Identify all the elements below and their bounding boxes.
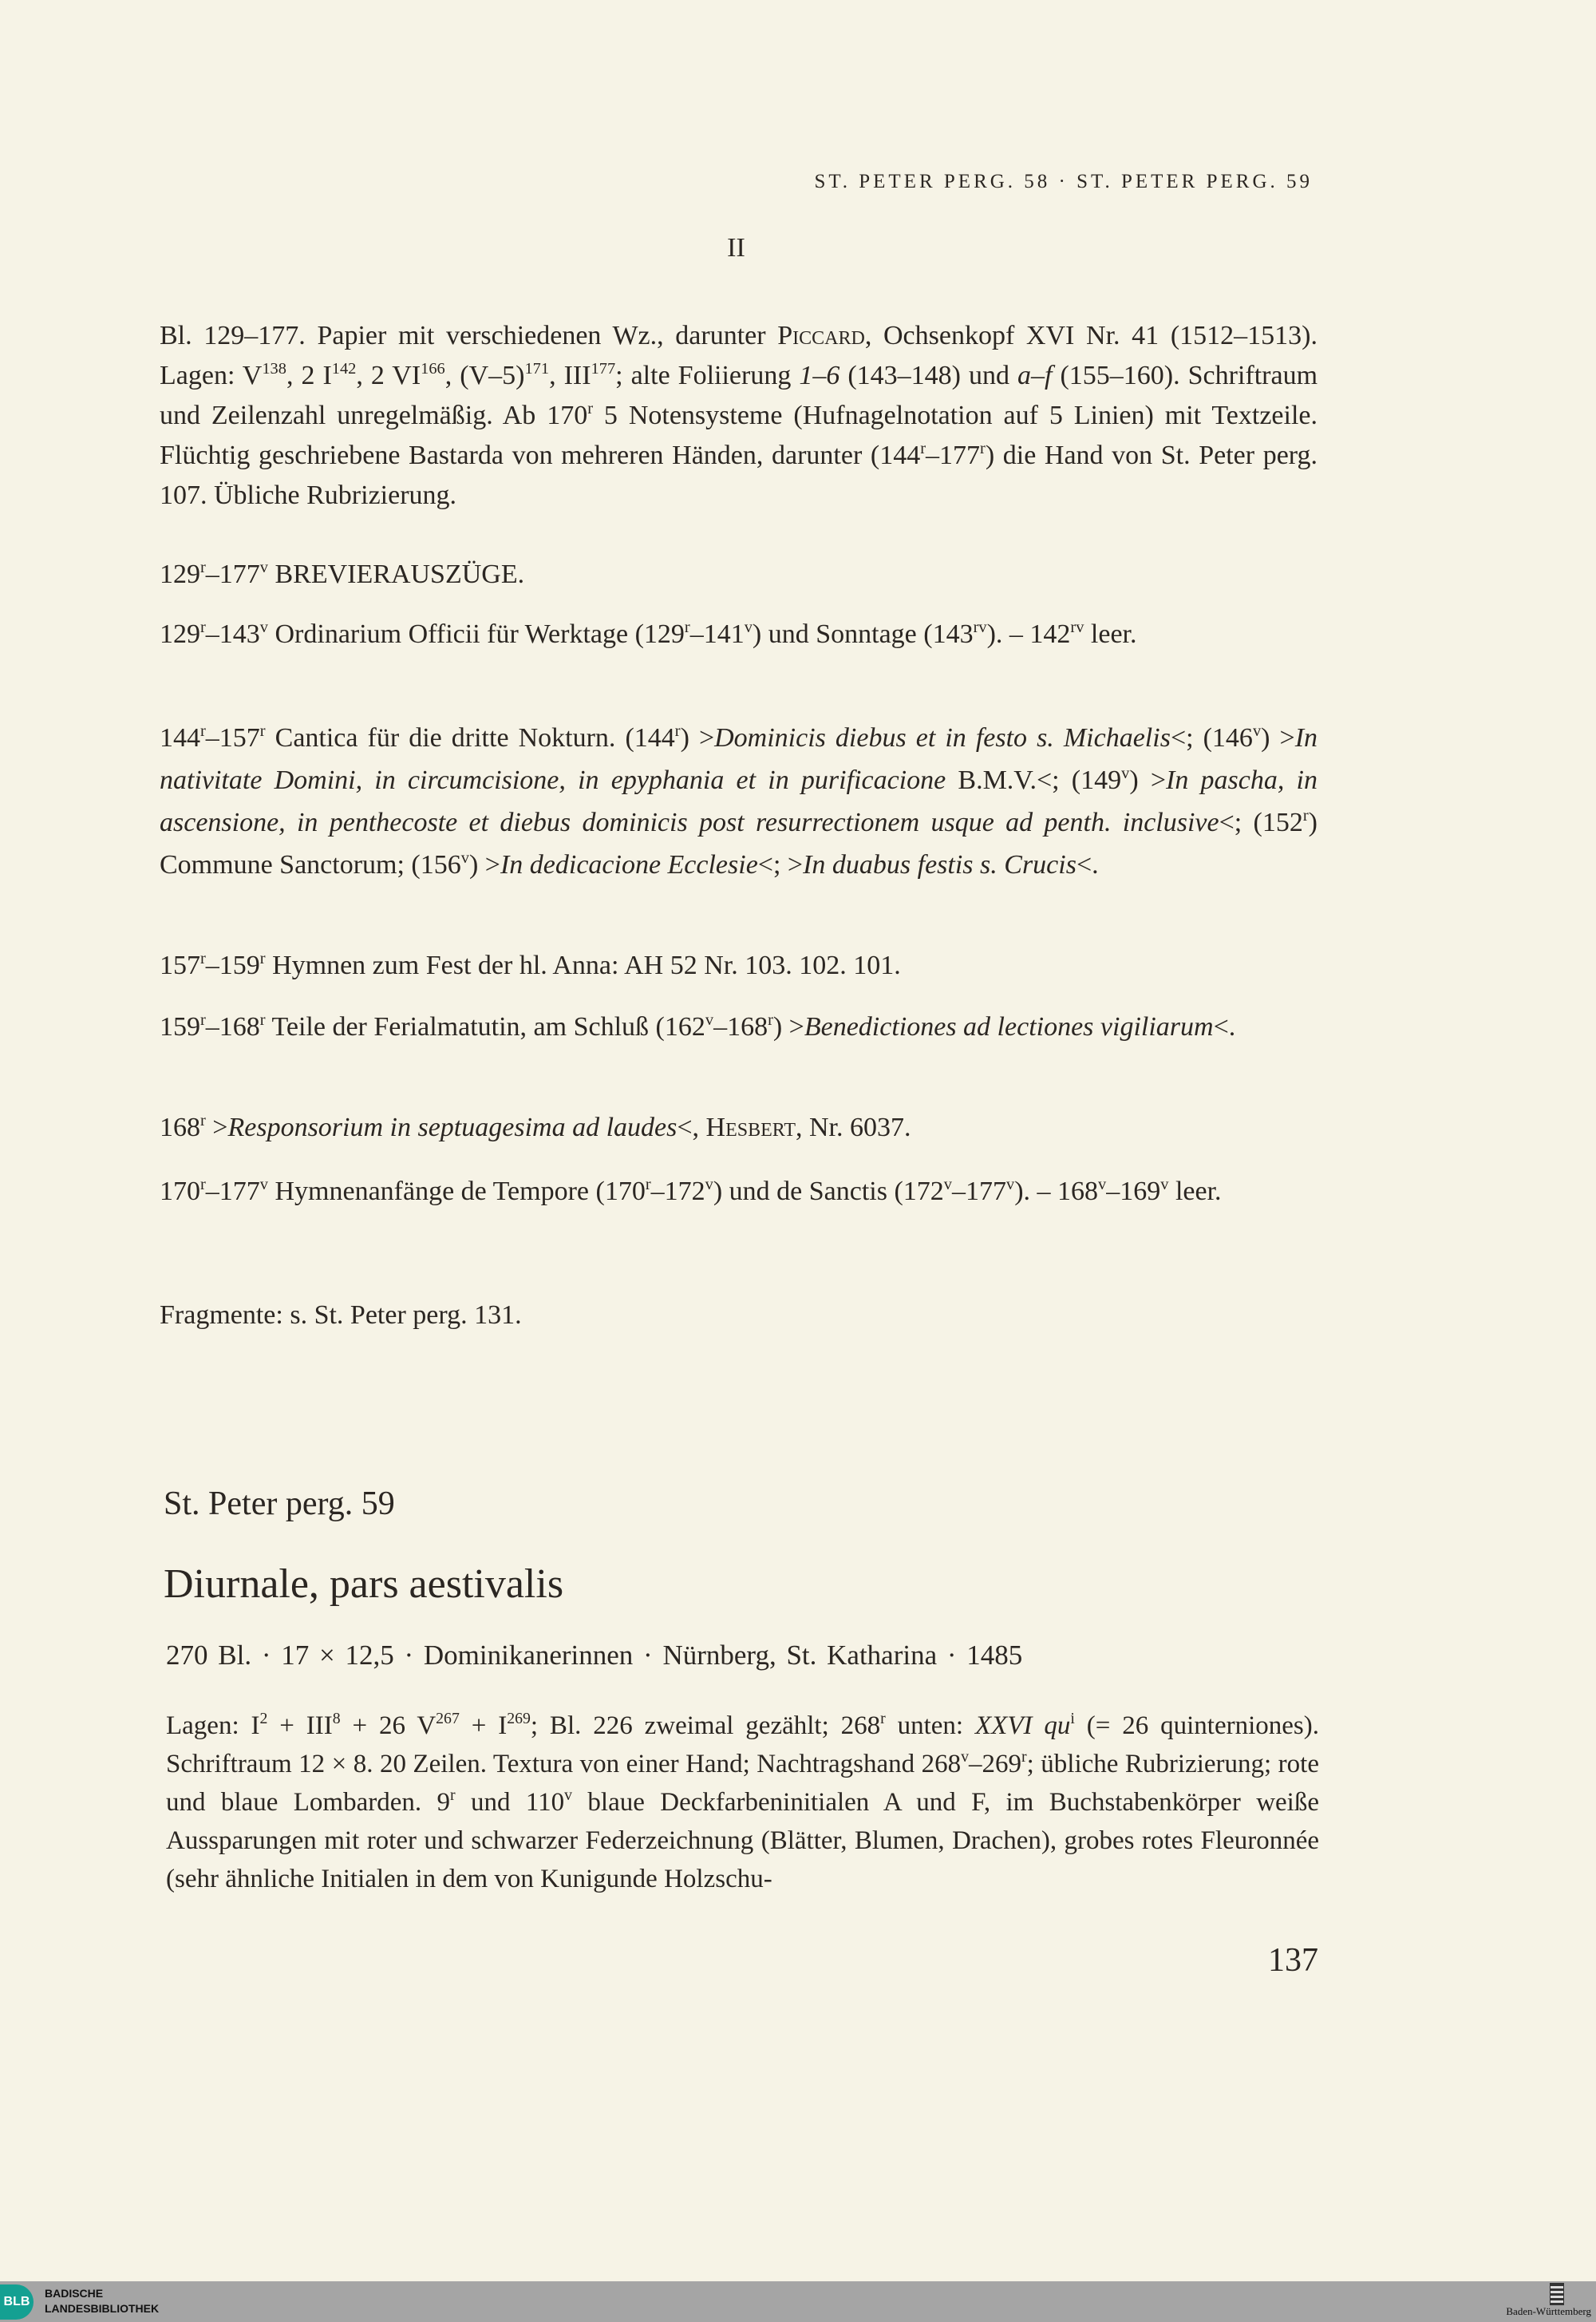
italic-text: Dominicis diebus et in festo s. Michaelis <box>714 723 1171 753</box>
text-run: Hymnen zum Fest der hl. Anna: AH 52 Nr. 103. 102. 101. <box>265 951 901 980</box>
text-run: , (V–5) <box>444 361 525 390</box>
text-run: + III <box>267 1711 333 1740</box>
superscript: r <box>200 1111 206 1129</box>
text-run: –143 <box>205 619 260 649</box>
superscript: 269 <box>507 1710 531 1728</box>
text-run: ) > <box>1129 765 1167 795</box>
shelfmark-heading: St. Peter perg. 59 <box>164 1485 395 1522</box>
text-run: –177 <box>926 441 981 470</box>
superscript: v <box>961 1748 970 1766</box>
text-run: <, <box>677 1113 706 1142</box>
text-run: ). – 142 <box>986 619 1071 649</box>
text-run: 168 <box>160 1113 200 1142</box>
superscript: r <box>449 1786 456 1805</box>
text-run: ) > <box>772 1012 804 1042</box>
superscript: v <box>1121 764 1130 782</box>
text-run: Cantica für die dritte Nokturn. (144 <box>265 723 675 753</box>
superscript: 171 <box>524 359 550 378</box>
superscript: 177 <box>591 359 616 378</box>
text-run: 129 <box>160 560 200 589</box>
text-run: B.M.V.<; (149 <box>946 765 1122 795</box>
superscript: v <box>705 1011 714 1029</box>
manuscript-description <box>166 1707 1319 1898</box>
text-run: <. <box>1213 1012 1236 1042</box>
text-run: –157 <box>205 723 260 753</box>
superscript: r <box>645 1175 651 1193</box>
superscript: v <box>744 618 753 636</box>
superscript: r <box>200 618 206 636</box>
text-run: 5 Notensysteme (Hufnagelnotation auf 5 Linien) mit Textzeile. Flüchtig geschriebene Bastarda von mehreren Händen, darunter (144 <box>160 401 1317 470</box>
text-run: Fragmente: s. St. Peter perg. 131. <box>160 1300 522 1330</box>
text-run: –172 <box>650 1177 705 1206</box>
superscript: v <box>1160 1175 1169 1193</box>
superscript: v <box>1006 1175 1015 1193</box>
superscript: r <box>200 722 206 740</box>
manuscript-summary: 270 Bl. · 17 × 12,5 · Dominikanerinnen · Nürnberg, St. Katharina · 1485 <box>166 1640 1023 1671</box>
text-run: ) und de Sanctis (172 <box>713 1177 944 1206</box>
superscript: r <box>920 439 926 457</box>
text-run: –141 <box>689 619 745 649</box>
small-caps-name: Piccard <box>777 321 865 350</box>
text-run: ). – 168 <box>1014 1177 1099 1206</box>
italic-text: a–f <box>1017 361 1053 390</box>
italic-text: 1–6 <box>799 361 840 390</box>
text-run: ) und Sonntage (143 <box>752 619 974 649</box>
text-run: <; (152 <box>1219 808 1303 837</box>
text-run: + I <box>459 1711 508 1740</box>
running-title: ST. PETER PERG. 58 · ST. PETER PERG. 59 <box>814 171 1313 192</box>
superscript: r <box>980 439 986 457</box>
text-run: leer. <box>1084 619 1137 649</box>
text-run: ; Bl. 226 zweimal gezählt; 268 <box>530 1711 881 1740</box>
text-run: Hymnenanfänge de Tempore (170 <box>268 1177 646 1206</box>
superscript: r <box>200 949 206 967</box>
superscript: r <box>259 722 266 740</box>
library-name[interactable] <box>45 2286 159 2316</box>
text-run: 157 <box>160 951 200 980</box>
text-run: ) > <box>680 723 715 753</box>
coat-of-arms-icon <box>1550 2283 1564 2305</box>
superscript: 142 <box>331 359 357 378</box>
superscript: r <box>200 1175 206 1193</box>
superscript: v <box>1252 722 1262 740</box>
text-run: Ordinarium Officii für Werktage (129 <box>268 619 685 649</box>
text-run: und 110 <box>455 1788 565 1817</box>
contents-heading <box>160 555 1317 595</box>
state-label: Baden-Württemberg <box>1506 2305 1591 2317</box>
contents-item <box>160 1170 1317 1212</box>
superscript: 267 <box>436 1710 460 1728</box>
text-run: , 2 VI <box>356 361 421 390</box>
library-name-line1: BADISCHE <box>45 2287 104 2300</box>
superscript: v <box>259 1175 268 1193</box>
superscript: v <box>460 848 469 867</box>
blb-logo[interactable]: BLB <box>0 2284 34 2320</box>
text-run: 129 <box>160 619 200 649</box>
superscript: i <box>1070 1710 1075 1728</box>
italic-text: In nativitate Domini, in circumcisione, in epyphania et in purificacione <box>160 723 1318 795</box>
text-run: 144 <box>160 723 200 753</box>
library-name-line2: LANDESBIBLIOTHEK <box>45 2302 160 2315</box>
text-run: leer. <box>1168 1177 1222 1206</box>
text-run: <. <box>1076 850 1099 880</box>
text-run: <; (146 <box>1170 723 1253 753</box>
footer-bar <box>0 2281 1596 2322</box>
text-run: –177 <box>205 560 260 589</box>
text-run: –177 <box>205 1177 260 1206</box>
italic-text: In pascha, in ascensione, in penthecoste et diebus dominicis post resurrectionem usque ad penth. inclusive <box>160 765 1318 837</box>
text-run: (143–148) und <box>839 361 1018 390</box>
italic-text: XXVI qu <box>975 1711 1071 1740</box>
superscript: 138 <box>262 359 286 378</box>
text-run: –168 <box>713 1012 768 1042</box>
text-run: , 2 I <box>286 361 332 390</box>
text-run: 159 <box>160 1012 200 1042</box>
text-run: <; > <box>757 850 804 880</box>
superscript: v <box>705 1175 713 1193</box>
page-number: 137 <box>1268 1942 1318 1979</box>
superscript: r <box>674 722 681 740</box>
text-run: BREVIERAUSZÜGE. <box>268 560 525 589</box>
italic-text: Responsorium in septuagesima ad laudes <box>227 1113 678 1142</box>
text-run: ) > <box>468 850 500 880</box>
italic-text: In dedicacione Ecclesie <box>500 850 758 880</box>
superscript: v <box>259 558 268 576</box>
text-run: ) die Hand von St. Peter perg. 107. Übliche Rubrizierung. <box>160 441 1317 510</box>
text-run: –177 <box>952 1177 1006 1206</box>
superscript: r <box>200 558 206 576</box>
text-run: (= 26 quinterniones). Schriftraum 12 × 8. 20 Zeilen. Textura von einer Hand; Nachtragshand 268 <box>166 1711 1319 1778</box>
superscript: r <box>880 1710 886 1728</box>
text-run: , Nr. 6037. <box>796 1113 911 1142</box>
text-run: blaue Deckfarbeninitialen A und F, im Buchstabenkörper weiße Aussparungen mit roter und schwarzer Federzeichnung (Blätter, Blumen, Drachen), grobes rotes Fleuronnée (sehr ähnliche Initialen in dem von Kunigunde Holzschu- <box>166 1788 1319 1893</box>
text-run: , III <box>549 361 591 390</box>
text-run: Bl. 129–177. Papier mit verschiedenen Wz., darunter <box>160 321 778 350</box>
contents-item <box>160 717 1317 886</box>
contents-item <box>160 1006 1317 1049</box>
text-run: ) Commune Sanctorum; (156 <box>160 808 1317 880</box>
text-run: ; alte Foliierung <box>615 361 800 390</box>
text-run: Lagen: I <box>166 1711 260 1740</box>
italic-text: Benedictiones ad lectiones vigiliarum <box>804 1012 1214 1042</box>
superscript: 8 <box>332 1710 341 1728</box>
superscript: rv <box>1070 618 1084 636</box>
codicological-description <box>160 316 1317 516</box>
text-run: –169 <box>1106 1177 1161 1206</box>
superscript: r <box>1302 806 1309 825</box>
superscript: v <box>943 1175 952 1193</box>
superscript: r <box>259 949 266 967</box>
superscript: v <box>259 618 268 636</box>
superscript: r <box>768 1011 773 1029</box>
superscript: v <box>1098 1175 1107 1193</box>
fragments-note <box>160 1295 1317 1335</box>
text-run: (155–160). Schriftraum und Zeilenzahl unregelmäßig. Ab 170 <box>160 361 1318 430</box>
text-run: ; übliche Rubrizierung; rote und blaue Lombarden. 9 <box>166 1750 1319 1817</box>
section-number: II <box>727 233 745 263</box>
italic-text: In duabus festis s. Crucis <box>803 850 1077 880</box>
text-run: Teile der Ferialmatutin, am Schluß (162 <box>265 1012 705 1042</box>
superscript: r <box>684 618 690 636</box>
superscript: r <box>259 1011 266 1029</box>
text-run: –159 <box>205 951 260 980</box>
text-run: ) > <box>1261 723 1295 753</box>
manuscript-title: Diurnale, pars aestivalis <box>164 1561 564 1607</box>
superscript: r <box>200 1011 206 1029</box>
superscript: 166 <box>421 359 445 378</box>
text-run: –168 <box>205 1012 260 1042</box>
text-run: > <box>205 1113 228 1142</box>
contents-item <box>160 615 1317 655</box>
text-run: unten: <box>885 1711 975 1740</box>
superscript: r <box>1021 1748 1027 1766</box>
superscript: rv <box>973 618 987 636</box>
superscript: r <box>587 399 594 417</box>
superscript: 2 <box>259 1710 268 1728</box>
text-run: –269 <box>969 1750 1022 1778</box>
contents-item <box>160 946 1317 986</box>
text-run: , Ochsenkopf XVI Nr. 41 (1512–1513). Lagen: V <box>160 321 1317 390</box>
text-run: 170 <box>160 1177 200 1206</box>
superscript: v <box>564 1786 573 1805</box>
small-caps-name: Hesbert <box>705 1113 796 1142</box>
contents-item <box>160 1108 1317 1148</box>
text-run: + 26 V <box>340 1711 437 1740</box>
